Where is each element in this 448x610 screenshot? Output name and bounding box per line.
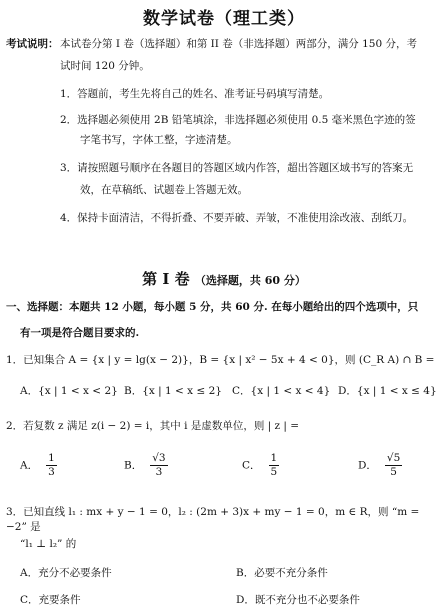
q2-option-c-fraction	[269, 452, 280, 479]
q3-option-b: B．必要不充分条件	[236, 567, 328, 579]
instruction-item: 4．保持卡面清洁，不得折叠、不要弄破、弄皱，不准使用涂改液、刮纸刀。	[60, 212, 414, 224]
q3-option-d: D．既不充分也不必要条件	[236, 594, 360, 606]
instruction-item: 3．请按照题号顺序在各题目的答题区域内作答，超出答题区域书写的答案无	[60, 162, 414, 174]
instructions-lead: 考试说明：	[6, 38, 59, 50]
q2-option-d-den: 5	[390, 466, 397, 478]
q2-option-b	[124, 452, 168, 479]
section-subtitle: （选择题，共 60 分）	[194, 274, 306, 287]
q2-option-a	[20, 452, 57, 479]
instruction-item: 1．答题前，考生先将自己的姓名、准考证号码填写清楚。	[60, 88, 330, 100]
q2-option-d-letter: D．	[358, 459, 377, 472]
question-1-stem: 1．已知集合 A = {x | y = lg(x − 2)}，B = {x | x² − 5x + 4 < 0}，则 (C_R A) ∩ B =	[6, 354, 435, 366]
part-heading-line1: 一、选择题：本题共 12 小题，每小题 5 分，共 60 分. 在每小题给出的四个选项中，只	[6, 301, 419, 313]
instruction-item: 2．选择题必须使用 2B 铅笔填涂，非选择题必须使用 0.5 毫米黑色字迹的签	[60, 114, 416, 126]
instruction-item-cont: 字笔书写，字体工整，字迹清楚。	[80, 134, 238, 146]
question-3-stem-cont: “l₁ ⊥ l₂” 的	[20, 538, 77, 550]
q2-option-d-fraction	[385, 452, 402, 479]
q2-option-a-fraction	[46, 452, 57, 479]
q2-option-c-den: 5	[270, 466, 278, 478]
section-title-main: 第 I 卷	[142, 270, 190, 288]
q1-option-d: D．{x | 1 < x ≤ 4}	[338, 385, 437, 397]
section-title	[0, 268, 448, 289]
q2-option-b-den: 3	[155, 466, 163, 478]
q1-option-a: A．{x | 1 < x < 2}	[20, 385, 118, 397]
question-3-stem: 3．已知直线 l₁ : mx + y − 1 = 0，l₂ : (2m + 3)x + my − 1 = 0，m ∈ R，则 “m = −2” 是	[6, 506, 420, 533]
q1-option-b: B．{x | 1 < x ≤ 2}	[124, 385, 222, 397]
q2-option-a-letter: A．	[20, 459, 39, 472]
part-heading-line2: 有一项是符合题目要求的.	[20, 327, 140, 339]
q2-option-b-fraction	[150, 452, 167, 479]
q2-option-c-letter: C．	[242, 459, 261, 472]
q2-option-b-num: √3	[152, 452, 166, 464]
part-heading	[6, 294, 442, 346]
instructions-paragraph: 本试卷分第 I 卷（选择题）和第 II 卷（非选择题）两部分，满分 150 分，考	[60, 38, 418, 50]
q2-option-c-num: 1	[270, 452, 278, 464]
q2-option-b-letter: B．	[124, 459, 143, 472]
q2-option-a-den: 3	[48, 466, 55, 478]
instructions-paragraph-cont: 试时间 120 分钟。	[60, 60, 150, 72]
q2-option-d-num: √5	[386, 452, 401, 464]
q2-option-c	[242, 452, 279, 479]
q3-option-c: C．充要条件	[20, 594, 81, 606]
question-2-stem: 2．若复数 z 满足 z(i − 2) = i，其中 i 是虚数单位，则 | z | =	[6, 420, 300, 432]
page-title: 数学试卷（理工类）	[143, 9, 305, 29]
q2-option-a-num: 1	[48, 452, 55, 464]
q3-option-a: A．充分不必要条件	[20, 567, 112, 579]
q2-option-d	[358, 452, 402, 479]
instruction-item-cont: 效，在草稿纸、试题卷上答题无效。	[80, 184, 248, 196]
q1-option-c: C．{x | 1 < x < 4}	[232, 385, 331, 397]
question-2-options	[20, 452, 440, 484]
